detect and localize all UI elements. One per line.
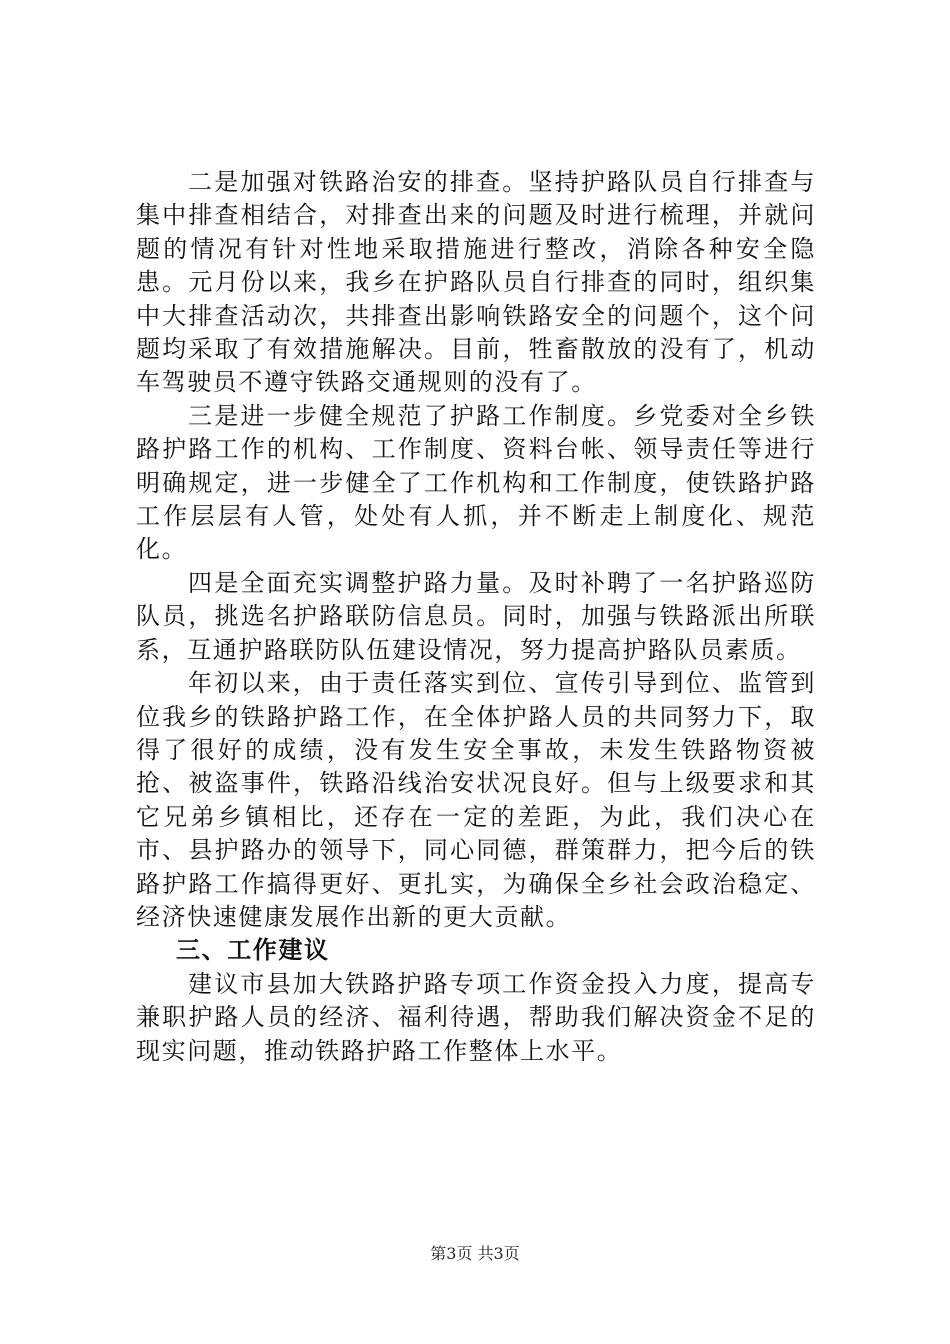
page-footer: 第3页 共3页 [430, 1244, 520, 1263]
paragraph-summary: 年初以来，由于责任落实到位、宣传引导到位、监管到位我乡的铁路护路工作，在全体护路人员的共同努力下，取得了很好的成绩，没有发生安全事故，未发生铁路物资被抢、被盗事件，铁路沿线治安状况良好。但与上级要求和其它兄弟乡镇相比，还存在一定的差距，为此，我们决心在市、县护路办的领导下，同心同德，群策群力，把今后的铁路护路工作搞得更好、更扎实，为确保全乡社会政治稳定、经济快速健康发展作出新的更大贡献。 [136, 669, 816, 931]
paragraph-system: 三是进一步健全规范了护路工作制度。乡党委对全乡铁路护路工作的机构、工作制度、资料台帐、领导责任等进行明确规定，进一步健全了工作机构和工作制度，使铁路护路工作层层有人管，处处有人抓，并不断走上制度化、规范化。 [136, 401, 816, 564]
paragraph-checks: 二是加强对铁路治安的排查。坚持护路队员自行排查与集中排查相结合，对排查出来的问题及时进行梳理，并就问题的情况有针对性地采取措施进行整改，消除各种安全隐患。元月份以来，我乡在护路队员自行排查的同时，组织集中大排查活动次，共排查出影响铁路安全的问题个，这个问题均采取了有效措施解决。目前，牲畜散放的没有了，机动车驾驶员不遵守铁路交通规则的没有了。 [136, 168, 816, 397]
document-body [136, 166, 816, 1068]
paragraph-staffing: 四是全面充实调整护路力量。及时补聘了一名护路巡防队员，挑选名护路联防信息员。同时，加强与铁路派出所联系，互通护路联防队伍建设情况，努力提高护路队员素质。 [136, 568, 816, 664]
paragraph-suggestion: 建议市县加大铁路护路专项工作资金投入力度，提高专兼职护路人员的经济、福利待遇，帮助我们解决资金不足的现实问题，推动铁路护路工作整体上水平。 [136, 969, 816, 1065]
section-heading: 三、工作建议 [176, 936, 330, 965]
